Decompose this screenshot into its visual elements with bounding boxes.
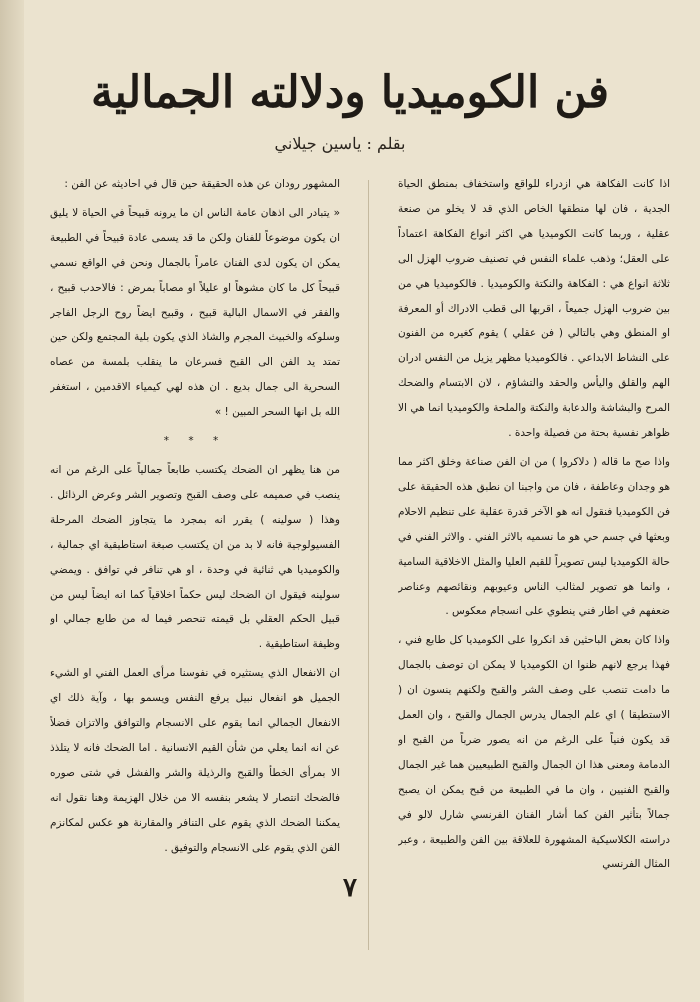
left-paragraph-3: من هنا يظهر ان الضحك يكتسب طابعاً جمالياً على الرغم من انه ينصب في صميمه على وصف القبح وتصوير الشر وعرض الرذائل . وهذا ( سولينه ) يقرر انه بمجرد ما يتجاوز الضحك المرحلة الفسيولوجية فانه لا بد من ان يكتسب صبغة استاطيقية اي جمالية ، والكوميديا هي ثنائية في وحدة ، او هي تنافر في توافق . ويمضي سولينه فيقول ان الضحك ليس حكماً اخلاقياً كما انه ايضاً ليس من قبيل الحكم العقلي بل قيمته تنحصر فيما له من طابع جمالي او وظيفة استاطيقية .: [50, 463, 340, 651]
right-paragraph-2: واذا صح ما قاله ( دلاكروا ) من ان الفن صناعة وخلق اكثر مما هو وجدان وعاطفة ، فان من واجبنا ان نطبق هذه الحقيقة على فن الكوميديا فنقول انه هو الآخر قدرة عقلية على تنظيم الاحلام وبعثها في جسم حي هو ما نسميه بالاثر الفني . والاثر الفني في حالة الكوميديا ليس تصويراً للقيم العليا والمثل الاخلاقية السامية ، وانما هو تصوير لمثالب الناس وعيوبهم ونقائصهم وعناصر ضعفهم في اطار فني ينطوي على انسجام معكوس .: [398, 455, 670, 618]
page-binding-edge: [0, 0, 24, 1002]
right-column: [398, 172, 670, 942]
right-paragraph-3: واذا كان بعض الباحثين قد انكروا على الكوميديا كل طابع فني ، فهذا يرجع لانهم ظنوا ان الكوميديا لا يمكن ان توصف بالجمال ما دامت تنصب على وصف الشر والقبح ولكنهم ينسون ان ( الاستطيقا ) اي علم الجمال يدرس الجمال والقبح ، وان العمل قد يكون فنياً على الرغم من انه يصور ضرباً من القبح او الدمامة ومعنى هذا ان الجمال والقبح الطبيعيين هما غير الجمال والقبح الفنيين ، وان ما في الطبيعة من قبح يمكن ان يصبح جمالاً بتأثير الفن كما أشار الفنان الفرنسي شارل لالو في دراسته الكلاسيكية المشهورة للعلاقة بين الفن والطبيعة ، وعبر المثال الفرنسي: [398, 634, 670, 871]
left-paragraph-4: ان الانفعال الذي يستثيره في نفوسنا مرأى العمل الفني او الشيء الجميل هو انفعال نبيل يرفع النفس ويسمو بها ، وآية ذلك اي الانفعال الجمالي انما يقوم على الانسجام والتوافق والاتزان فضلاً عن انه انما يعلي من شأن القيم الانسانية . اما الضحك فانه لا يتلذذ الا بمرأى الخطأ والقبح والرذيلة والشر والفشل في شتى صوره فالضحك انتصار لا يشعر بنفسه الا من خلال الهزيمة وهنا نقول انه يمكننا الضحك الذي يقوم على التنافر والمقارنة هو عكس لمكانزم الفن الذي يقوم على الانسجام والتوفيق .: [50, 667, 340, 854]
page-number: ٧: [343, 873, 357, 903]
article-byline: بقلم : ياسين جيلاني: [274, 134, 406, 153]
article-title: فن الكوميديا ودلالته الجمالية: [90, 67, 610, 118]
section-separator-stars: * * *: [163, 435, 227, 448]
left-paragraph-2-quote: « يتبادر الى اذهان عامة الناس ان ما يرونه قبيحاً في الحياة لا يليق ان يكون موضوعاً للفنان ولكن ما قد يسمى عادة قبيحاً في الطبيعة يمكن ان يكون لدى الفنان عامراً بالجمال ونحن في الواقع نسمي قبيحاً كل ما كان مشوهاً او عليلاً او مصاباً بمرض : فالاحدب قبيح ، والفقر في الاسمال البالية قبيح ، وقبيح ايضاً روح الرجل الفاجر وسلوكه والخبيث المجرم والشاذ الذي يكون بلية المجتمع ولكن حين تمتد يد الفن الى القبح فسرعان ما ينقلب بلمسة من عصاه السحرية الى جمال بديع . ان هذه لهي كيمياء الاقدمين ، استغفر الله بل انها السحر المبين ! »: [50, 206, 340, 419]
right-paragraph-1: اذا كانت الفكاهة هي ازدراء للواقع واستخفاف بمنطق الحياة الجدية ، فان لها منطقها الخاص الذي قد لا يخلو من صنعة عقلية ، وربما كانت الكوميديا هي اكثر انواع الفكاهة اعتماداً على العقل؛ وذهب علماء النفس في تصنيف ضروب الهزل الى ثلاثة انواع هي : الفكاهة والنكتة والكوميديا . فالكوميديا هي من بين ضروب الهزل جميعاً ، اقربها الى قطب الادراك أو المعرفة او المنطق وهي بالتالي ( فن عقلي ) يقوم كغيره من الفنون على النشاط الابداعي . فالكوميديا مظهر يزيل من النفس ادران الهم والقلق واليأس والحقد والتشاؤم ، لان الابتسام والضحك المرح والبشاشة والدعابة والنكتة والملحة والكوميديا انما هي الا ظواهر نفسية بحتة من فصيلة واحدة .: [398, 178, 670, 440]
left-column: [50, 172, 340, 942]
column-divider: [368, 180, 369, 950]
left-paragraph-1: المشهور رودان عن هذه الحقيقة حين قال في احاديثه عن الفن :: [64, 178, 340, 190]
